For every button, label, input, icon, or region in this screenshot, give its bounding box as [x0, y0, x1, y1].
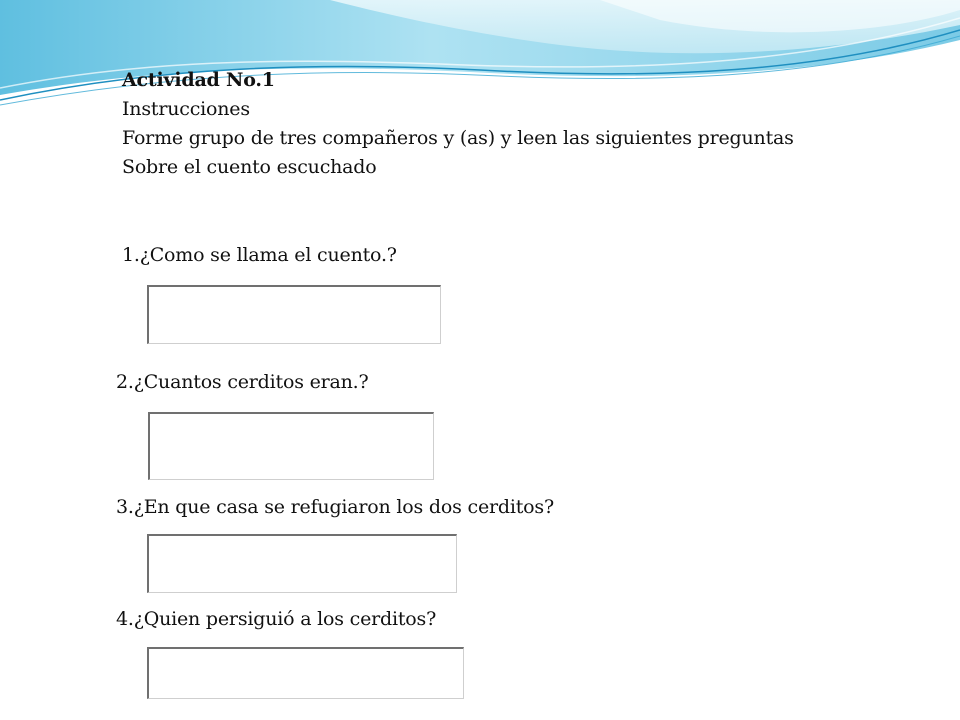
- answer-box-3[interactable]: [147, 534, 457, 593]
- answer-box-1[interactable]: [147, 285, 441, 344]
- answer-box-2[interactable]: [148, 412, 434, 480]
- question-4: 4.¿Quien persiguió a los cerditos?: [116, 608, 437, 630]
- question-2: 2.¿Cuantos cerditos eran.?: [116, 371, 369, 393]
- instruction-line: Forme grupo de tres compañeros y (as) y leen las siguientes preguntas: [122, 127, 794, 149]
- instructions-label: Instrucciones: [122, 98, 250, 120]
- question-1: 1.¿Como se llama el cuento.?: [122, 244, 397, 266]
- question-3: 3.¿En que casa se refugiaron los dos cerditos?: [116, 496, 554, 518]
- activity-title: Actividad No.1: [122, 69, 275, 91]
- instruction-line: Sobre el cuento escuchado: [122, 156, 377, 178]
- answer-box-4[interactable]: [147, 647, 464, 699]
